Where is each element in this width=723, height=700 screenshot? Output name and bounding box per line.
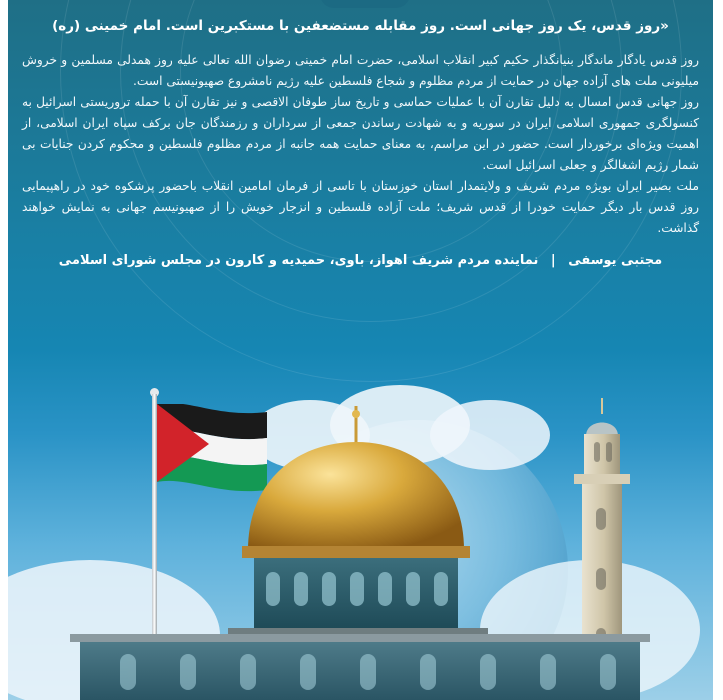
page-margin-left xyxy=(0,0,8,700)
mosque-base-illustration xyxy=(60,620,660,700)
paragraph-1: روز قدس یادگار ماندگار بنیانگذار حکیم کبیر انقلاب اسلامی، حضرت امام خمینی رضوان الله تعالی علیه روز همدلی مسلمین و خروش میلیونی ملت های آزاده جهان در حمایت از مردم مظلوم و شجاع فلسطین علیه رژیم نامشروع صهیونیستی است. xyxy=(22,53,699,88)
top-tab xyxy=(320,0,410,8)
signature-title: نماینده مردم شریف اهواز، باوی، حمیدیه و کارون در مجلس شورای اسلامی xyxy=(58,253,539,268)
paragraph-2: روز جهانی قدس امسال به دلیل تقارن آن با عملیات حماسی و تاریخ ساز طوفان الاقصی و نیز تقارن آن با حمله تروریستی اسرائیل به کنسولگری جمهوری اسلامی ایران در سوریه و به شهادت رساندن جمعی از سرداران و رزمندگان جان برکف سپاه ایران اسلامی، از اهمیت ویژه‌ای برخوردار است. حضور در این مراسم، به معنای حمایت همه جانبه از مردم مظلوم فلسطین و محکوم کردن جنایات بی شمار رژیم اشغالگر و جعلی اسرائیل است. xyxy=(22,95,699,172)
signature xyxy=(22,251,699,271)
page-margin-right xyxy=(713,0,723,700)
paragraph-3: ملت بصیر ایران بویژه مردم شریف و ولایتمدار استان خوزستان با تاسی از فرمان امامین انقلاب باحضور پرشکوه خود در راهپیمایی روز قدس بار دیگر حمایت خودرا از قدس شریف؛ ملت آزاده فلسطین و انزجار خویش را از صهیونیسم جهانی به نمایش خواهند گذاشت. xyxy=(22,179,699,235)
quote-line: «روز قدس، یک روز جهانی است. روز مقابله مستضعفین با مستکبرین است. امام خمینی (ره) xyxy=(52,18,669,34)
signature-name: مجتبی یوسفی xyxy=(568,253,663,268)
statement-text xyxy=(22,16,699,271)
signature-separator: | xyxy=(550,253,556,268)
